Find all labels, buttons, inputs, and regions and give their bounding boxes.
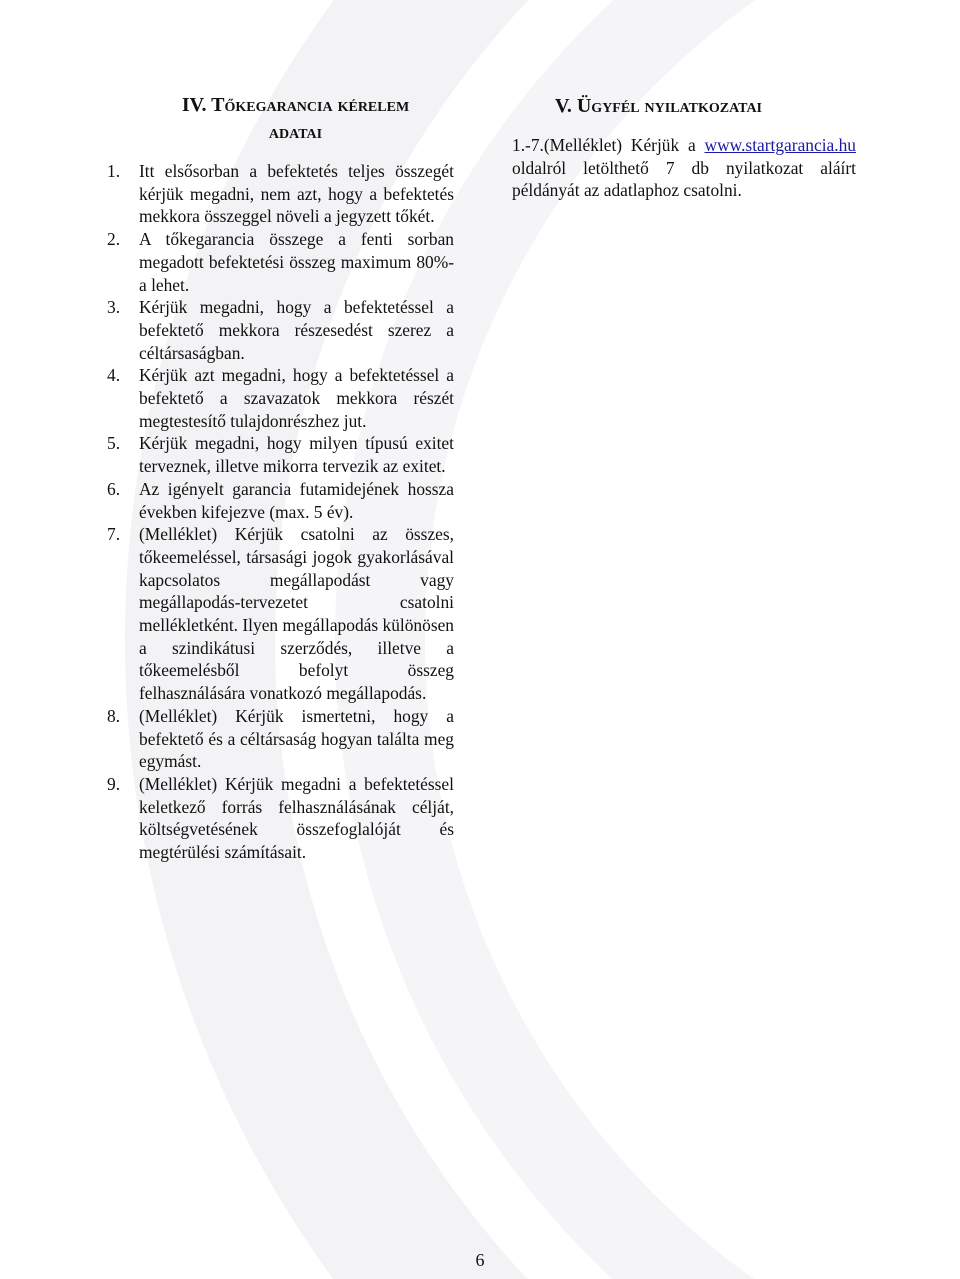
list-item xyxy=(107,296,454,364)
list-item xyxy=(107,523,454,705)
list-item-number: 5. xyxy=(107,433,121,454)
heading-line-2: adatai xyxy=(268,121,323,143)
list-item xyxy=(107,432,454,477)
list-item-text: Kérjük azt megadni, hogy a befektetéssel a befektető a szavazatok mekkora részét megtestesítő tulajdonrészhez jut. xyxy=(139,365,454,431)
list-item xyxy=(107,228,454,296)
list-item-text: Kérjük megadni, hogy milyen típusú exitet terveznek, illetve mikorra tervezik az exitet. xyxy=(139,433,454,477)
list-item xyxy=(107,705,454,773)
startgarancia-link[interactable]: www.startgarancia.hu xyxy=(704,135,856,155)
right-column xyxy=(512,92,856,202)
list-item-number: 4. xyxy=(107,365,121,386)
list-item-number: 3. xyxy=(107,297,121,318)
list-item-number: 6. xyxy=(107,478,121,499)
paragraph-text-end: oldalról letölthető 7 db nyilatkozat aláírt példányát az adatlaphoz csatolni. xyxy=(512,157,856,201)
list-item-text: (Melléklet) Kérjük ismertetni, hogy a befektető és a céltársaság hogyan találta meg egymást. xyxy=(139,705,454,772)
list-item-number: 7. xyxy=(107,524,121,545)
page-number: 6 xyxy=(475,1250,485,1270)
list-item xyxy=(107,773,454,864)
list-item-number: 8. xyxy=(107,705,121,726)
list-item-number: 1. xyxy=(107,161,121,181)
list-item-text: (Melléklet) Kérjük csatolni az összes, tőkeemeléssel, társasági jogok gyakorlásával kapcsolatos megállapodást vagy megállapodás-tervezetet csatolni mellékletként. Ilyen megállapodás különösen a szindikátusi szerződés, illetve a tőkeemelésből befolyt összeg felhasználására vonatkozó megállapodás. xyxy=(139,524,454,704)
list-item-text: A tőkegarancia összege a fenti sorban megadott befektetési összeg maximum 80%-a lehet. xyxy=(139,229,454,295)
list-item-number: 2. xyxy=(107,229,121,250)
list-item-text: Itt elsősorban a befektetés teljes összegét kérjük megadni, nem azt, hogy a befektetés mekkora összeggel növeli a jegyzett tőkét. xyxy=(139,161,454,227)
heading-line-1: IV. Tőkegarancia kérelem xyxy=(181,94,410,116)
section-heading-v: V. Ügyfél nyilatkozatai xyxy=(555,95,762,117)
list-item-number: 9. xyxy=(107,773,121,794)
paragraph-text-start: 1.-7.(Melléklet) Kérjük a xyxy=(512,135,705,155)
list-item xyxy=(107,160,454,228)
list-item-text: (Melléklet) Kérjük megadni a befektetéssel keletkező forrás felhasználásának célját, költségvetésének összefoglalóját és megtérülési számításait. xyxy=(139,773,454,863)
section-heading-iv xyxy=(107,92,454,146)
declaration-paragraph xyxy=(512,134,856,202)
list-item-text: Kérjük megadni, hogy a befektetéssel a befektető mekkora részesedést szerez a céltársaságban. xyxy=(139,297,454,363)
list-item-text: Az igényelt garancia futamidejének hossza években kifejezve (max. 5 év). xyxy=(139,478,454,522)
list-item xyxy=(107,364,454,432)
numbered-list xyxy=(107,160,454,864)
left-column xyxy=(107,92,454,864)
list-item xyxy=(107,478,454,523)
